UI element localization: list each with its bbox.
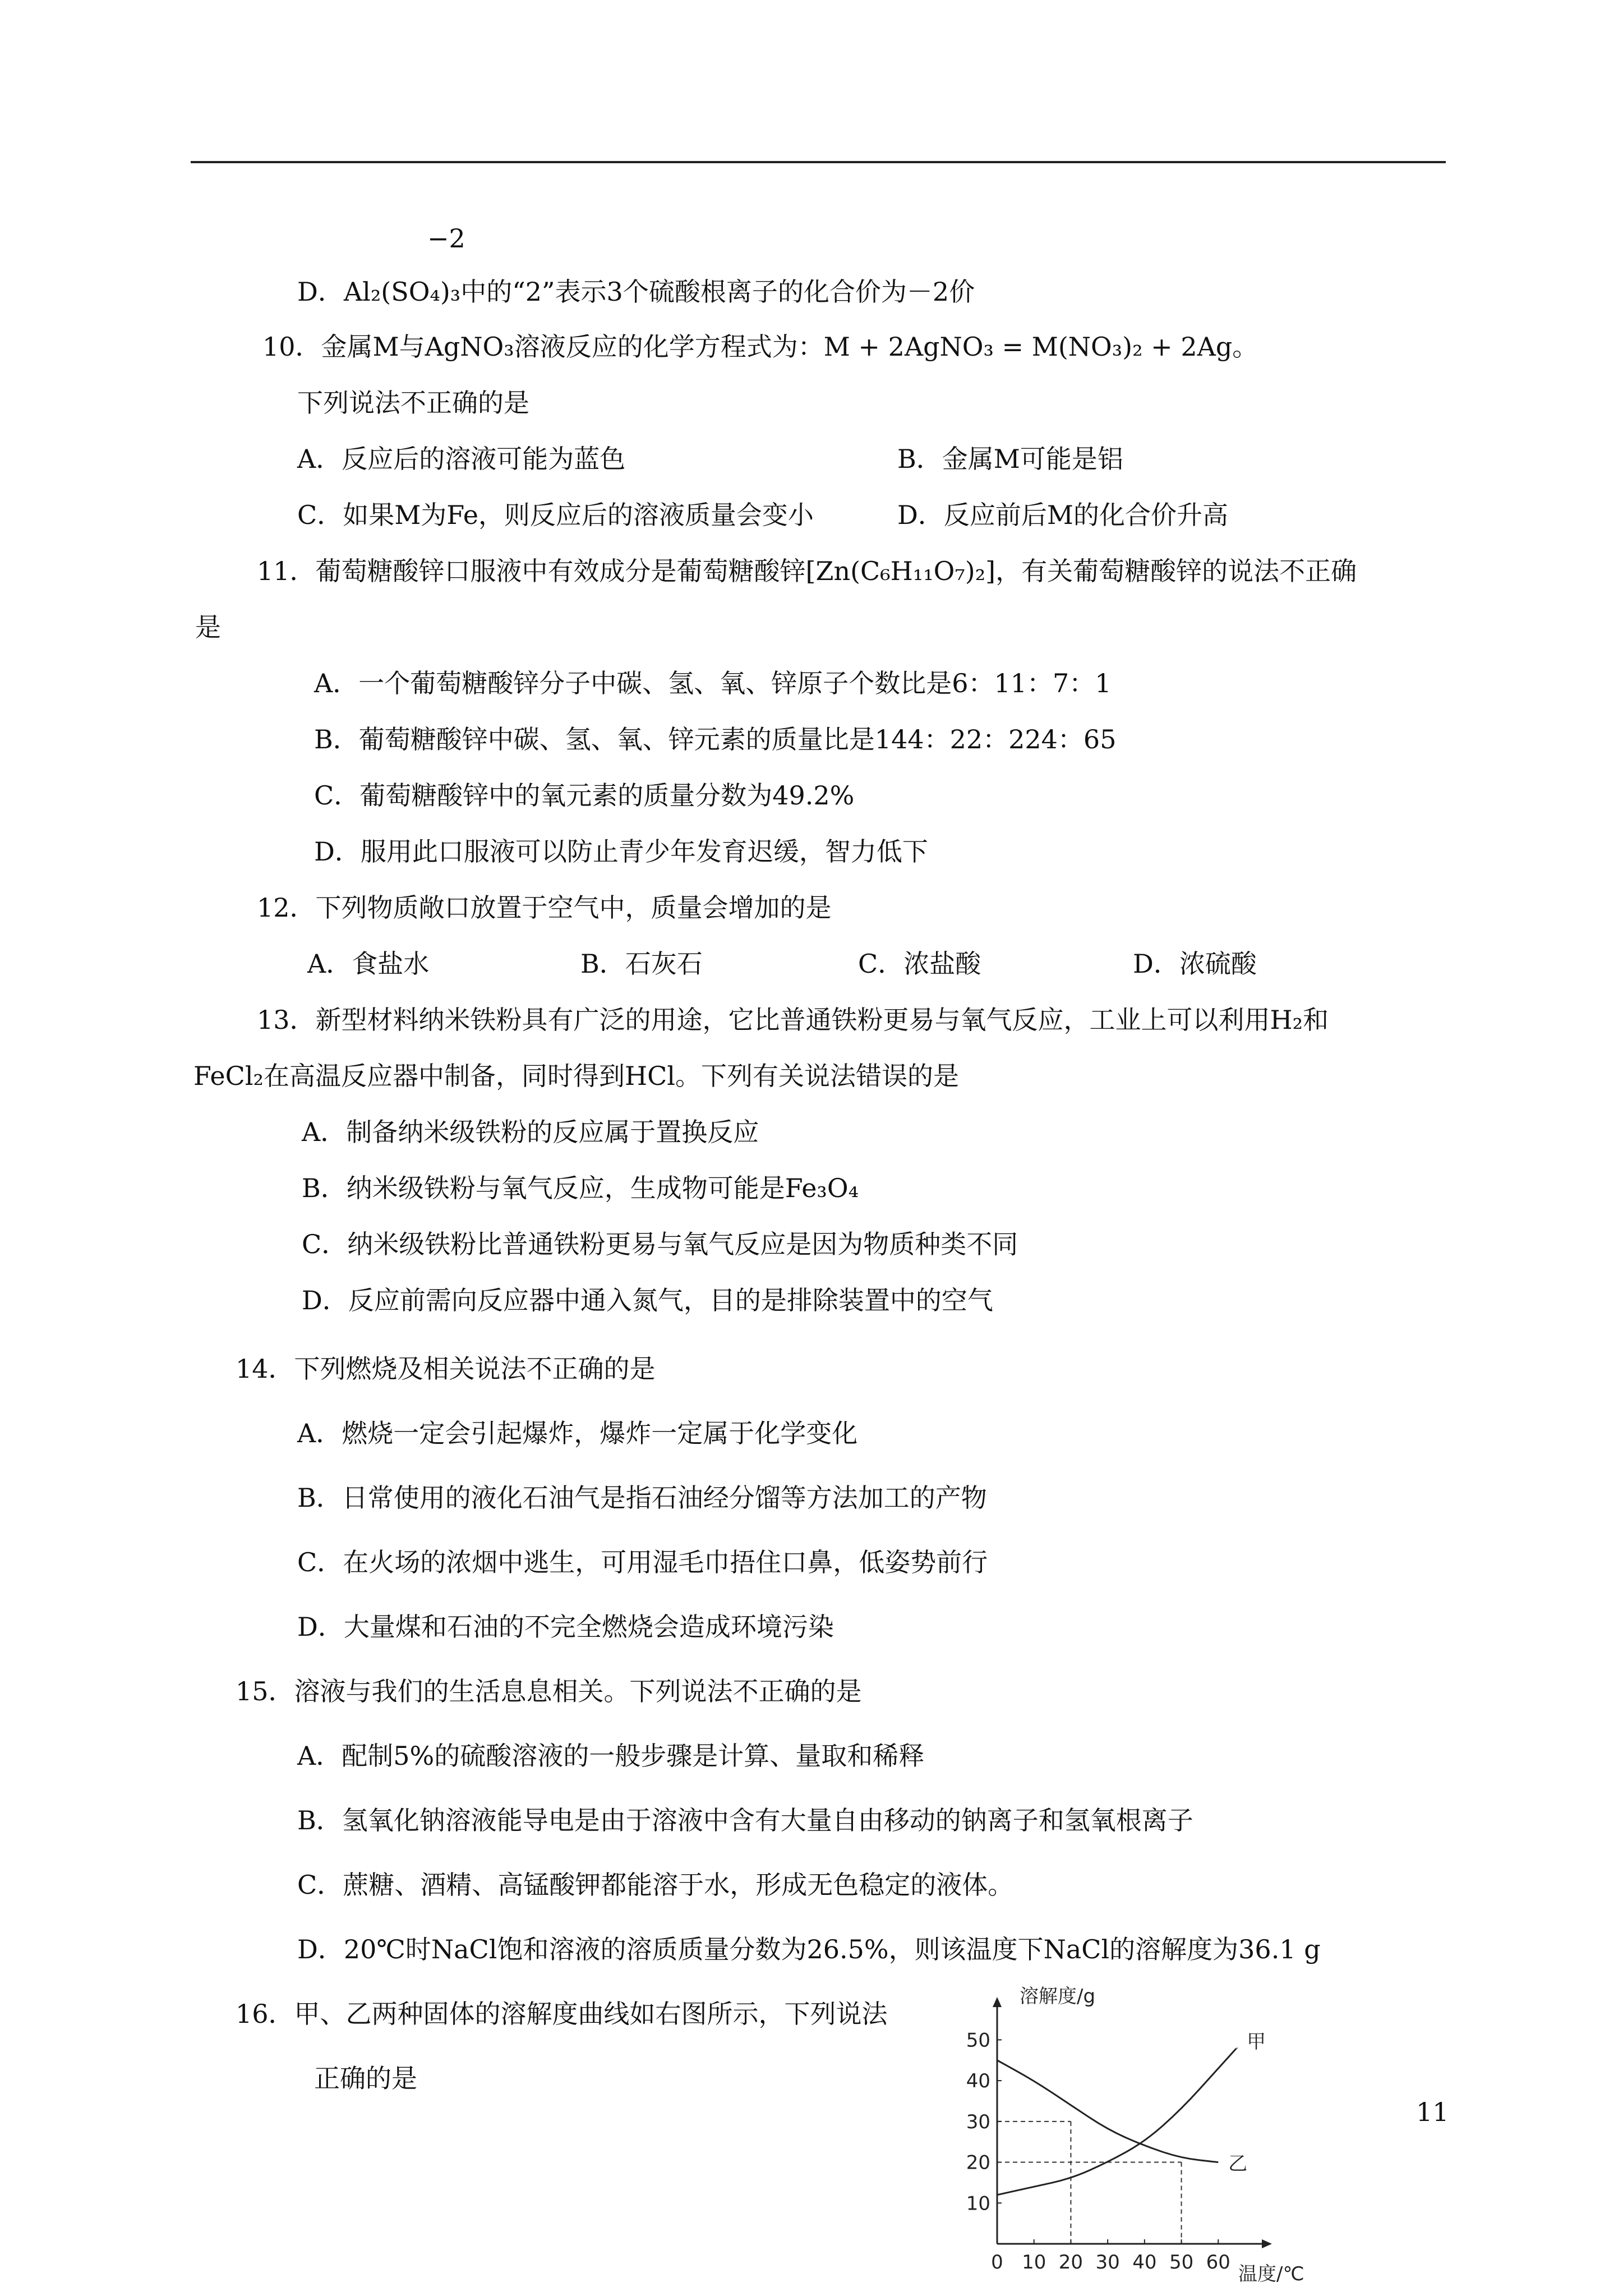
q13-option-d: D．反应前需向反应器中通入氮气，目的是排除装置中的空气: [302, 1285, 993, 1315]
x-tick-label: 50: [1169, 2251, 1194, 2274]
q9-minus-two: −2: [427, 223, 465, 254]
y-tick-label: 40: [966, 2070, 990, 2093]
q11-option-a: A．一个葡萄糖酸锌分子中碳、氢、氧、锌原子个数比是6：11：7：1: [314, 668, 1112, 698]
q11-stem-cont: 是: [195, 612, 221, 642]
q14-stem: 14．下列燃烧及相关说法不正确的是: [236, 1354, 656, 1384]
y-tick-label: 30: [966, 2110, 990, 2133]
q11-option-b: B．葡萄糖酸锌中碳、氢、氧、锌元素的质量比是144：22：224：65: [314, 724, 1117, 754]
x-tick-label: 60: [1206, 2251, 1230, 2274]
solubility-chart: [958, 1980, 1339, 2283]
q14-option-a: A．燃烧一定会引起爆炸，爆炸一定属于化学变化: [297, 1418, 858, 1448]
q11-stem: 11．葡萄糖酸锌口服液中有效成分是葡萄糖酸锌[Zn(C₆H₁₁O₇)₂]，有关葡萄糖酸锌的说法不正确: [257, 556, 1357, 586]
x-tick-label: 0: [991, 2251, 1003, 2274]
q15-option-c: C．蔗糖、酒精、高锰酸钾都能溶于水，形成无色稳定的液体。: [297, 1870, 1014, 1900]
q12-stem: 12．下列物质敞口放置于空气中，质量会增加的是: [257, 892, 832, 923]
y-tick-label: 10: [966, 2192, 990, 2215]
x-tick-label: 20: [1058, 2251, 1083, 2274]
x-axis-arrow: [1262, 2239, 1272, 2248]
series-label-1: 甲: [1247, 2030, 1266, 2053]
q13-option-b: B．纳米级铁粉与氧气反应，生成物可能是Fe₃O₄: [302, 1173, 859, 1203]
y-tick-label: 20: [966, 2151, 990, 2174]
chart-xlabel: 温度/℃: [1238, 2263, 1304, 2283]
q12-option-c: C．浓盐酸: [858, 949, 981, 979]
q11-option-c: C．葡萄糖酸锌中的氧元素的质量分数为49.2%: [314, 780, 855, 811]
chart-ylabel: 溶解度/g: [1020, 1985, 1096, 2008]
q10-stem: 10．金属M与AgNO₃溶液反应的化学方程式为：M + 2AgNO₃ = M(NO₃)₂ + 2Ag。: [262, 332, 1258, 362]
y-tick-label: 50: [966, 2029, 990, 2052]
header-rule: [191, 161, 1446, 163]
series-line-2: [997, 2060, 1218, 2162]
x-tick-label: 30: [1095, 2251, 1120, 2274]
series-line-1: [997, 2048, 1237, 2195]
q10-stem-cont: 下列说法不正确的是: [297, 388, 529, 418]
q13-stem-cont: FeCl₂在高温反应器中制备，同时得到HCl。下列有关说法错误的是: [193, 1061, 959, 1091]
series-label-2: 乙: [1228, 2152, 1248, 2175]
q16-stem: 16．甲、乙两种固体的溶解度曲线如右图所示，下列说法: [236, 1999, 888, 2029]
q14-option-c: C．在火场的浓烟中逃生，可用湿毛巾捂住口鼻，低姿势前行: [297, 1547, 988, 1577]
q12-option-a: A．食盐水: [307, 949, 430, 979]
page-number: 11: [1416, 2097, 1449, 2127]
q10-option-d: D．反应前后M的化合价升高: [897, 500, 1228, 530]
q16-stem-cont: 正确的是: [314, 2063, 417, 2093]
q15-option-a: A．配制5%的硫酸溶液的一般步骤是计算、量取和稀释: [297, 1741, 925, 1771]
q14-option-b: B．日常使用的液化石油气是指石油经分馏等方法加工的产物: [297, 1483, 987, 1513]
q13-option-a: A．制备纳米级铁粉的反应属于置换反应: [302, 1117, 759, 1147]
q12-option-d: D．浓硫酸: [1133, 949, 1257, 979]
q15-stem: 15．溶液与我们的生活息息相关。下列说法不正确的是: [236, 1676, 862, 1706]
q15-option-b: B．氢氧化钠溶液能导电是由于溶液中含有大量自由移动的钠离子和氢氧根离子: [297, 1805, 1193, 1835]
q10-option-c: C．如果M为Fe，则反应后的溶液质量会变小: [297, 500, 814, 530]
y-axis-arrow: [993, 1997, 1002, 2007]
q14-option-d: D．大量煤和石油的不完全燃烧会造成环境污染: [297, 1612, 834, 1642]
q13-option-c: C．纳米级铁粉比普通铁粉更易与氧气反应是因为物质种类不同: [302, 1229, 1018, 1259]
x-tick-label: 10: [1022, 2251, 1046, 2274]
x-tick-label: 40: [1132, 2251, 1157, 2274]
q10-option-a: A．反应后的溶液可能为蓝色: [297, 444, 626, 474]
q9-option-d: D．Al₂(SO₄)₃中的“2”表示3个硫酸根离子的化合价为－2价: [297, 277, 975, 307]
q13-stem: 13．新型材料纳米铁粉具有广泛的用途，它比普通铁粉更易与氧气反应，工业上可以利用H₂和: [257, 1005, 1329, 1035]
q15-option-d: D．20℃时NaCl饱和溶液的溶质质量分数为26.5%，则该温度下NaCl的溶解度为36.1 g: [297, 1934, 1321, 1964]
q10-option-b: B．金属M可能是铝: [897, 444, 1123, 474]
q12-option-b: B．石灰石: [580, 949, 703, 979]
q11-option-d: D．服用此口服液可以防止青少年发育迟缓，智力低下: [314, 836, 928, 867]
